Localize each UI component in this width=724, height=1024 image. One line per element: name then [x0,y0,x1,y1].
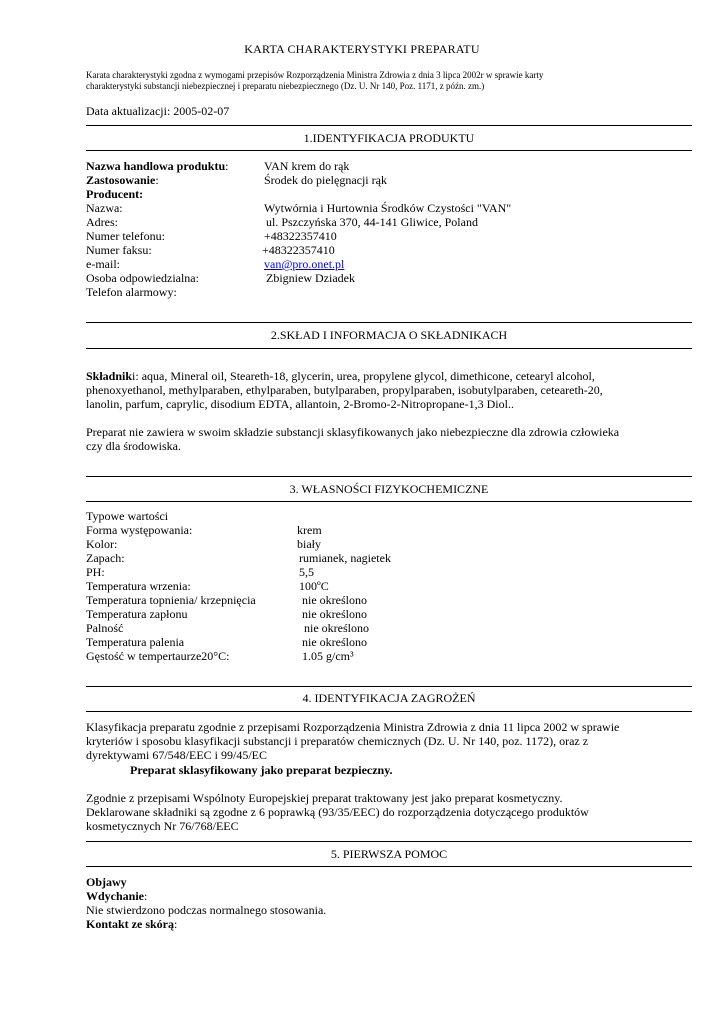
skin-contact-label: Kontakt ze skórą [86,917,174,931]
document-title: KARTA CHARAKTERYSTYKI PREPARATU [244,42,480,56]
classification-line-3: dyrektywami 67/548/EEC i 99/45/EC [86,748,267,762]
inhalation-text: Nie stwierdzono podczas normalnego stosowania. [86,903,327,917]
property-label: Gęstość w tempertaurze20°C: [86,649,230,663]
use-colon: : [155,173,159,187]
fax-value: +48322357410 [262,243,335,257]
section-5-heading: 5. PIERWSZA POMOC [330,847,448,861]
property-value: rumianek, nagietek [299,551,391,565]
property-value: 100ºC [299,579,329,593]
section-1-top-rule [86,125,692,126]
skin-contact-label-row [86,917,177,931]
email-link[interactable]: van@pro.onet.pl [264,257,345,271]
trade-name-label-row [86,159,229,173]
section-4-heading: 4. IDENTYFIKACJA ZAGROŻEŃ [302,691,476,705]
safe-classification: Preparat sklasyfikowany jako preparat bezpieczny. [130,763,393,777]
responsible-person-label: Osoba odpowiedzialna: [86,271,199,285]
inhalation-label: Wdychanie [86,889,145,903]
use-label: Zastosowanie [86,173,156,187]
alarm-phone-label: Telefon alarmowy: [86,285,177,299]
property-value: biały [297,537,321,551]
email-label: e-mail: [86,257,120,271]
property-value: 5,5 [299,565,314,579]
ingredients-line-2: phenoxyethanol, methylparaben, ethylparaben, butylparaben, propylparaben, isobutylparaben, ceteareth-20, [86,383,603,397]
address-value: ul. Pszczyńska 370, 44-141 Gliwice, Poland [266,215,478,229]
name-label: Nazwa: [86,201,123,215]
property-value: krem [297,523,322,537]
trade-name-colon: : [225,159,229,173]
property-label: Temperatura wrzenia: [86,579,191,593]
section-1-bottom-rule [86,150,692,151]
name-value: Wytwórnia i Hurtownia Środków Czystości "VAN" [264,201,512,215]
section-5-bottom-rule [86,866,692,867]
cosmetic-note-line-2: Deklarowane składniki są zgodne z 6 poprawką (93/35/EEC) do rozporządzenia dotyczącego produktów [86,805,589,819]
property-label: PH: [86,565,105,579]
property-label: Kolor: [86,537,118,551]
ingredients-line-1 [86,369,595,383]
legal-note-line-1: Karata charakterystyki zgodna z wymogami przepisów Rozporządzenia Ministra Zdrowia z dnia 3 lipca 2002r w sprawie karty [86,70,544,80]
section-2-heading: 2.SKŁAD I INFORMACJA O SKŁADNIKACH [270,328,508,342]
section-3-top-rule [86,476,692,477]
inhalation-colon: : [144,889,148,903]
property-value: nie określono [302,607,367,621]
property-label: Temperatura topnienia/ krzepnięcia [86,593,256,607]
classification-line-2: kryteriów i sposobu klasyfikacji substancji i preparatów chemicznych (Dz. U. Nr 140, poz. 1172), oraz z [86,734,589,748]
phone-value: +48322357410 [264,229,337,243]
phone-label: Numer telefonu: [86,229,165,243]
section-3-bottom-rule [86,501,692,502]
ingredients-line-3: lanolin, parfum, caprylic, disodium EDTA, allantoin, 2-Bromo-2-Nitropropane-1,3 Diol.. [86,397,514,411]
cosmetic-note-line-3: kosmetycznych Nr 76/768/EEC [86,819,239,833]
legal-note-line-2: charakterystyki substancji niebezpiecznej i preparatu niebezpiecznego (Dz. U. Nr 140, Poz. 1171, z późn. zm.) [86,81,485,91]
section-1-heading: 1.IDENTYFIKACJA PRODUKTU [303,131,475,145]
section-4-top-rule [86,686,692,687]
trade-name-label: Nazwa handlowa produktu [86,159,226,173]
property-value: 1.05 g/cm³ [302,649,354,663]
section-5-top-rule [86,841,692,842]
update-date: Data aktualizacji: 2005-02-07 [86,104,230,118]
property-label: Palność [86,621,124,635]
property-label: Temperatura zapłonu [86,607,188,621]
use-label-row [86,173,159,187]
trade-name-value: VAN krem do rąk [264,159,350,173]
cosmetic-note-line-1: Zgodnie z przepisami Wspólnoty Europejskiej preparat traktowany jest jako preparat kosmetyczny. [86,791,563,805]
property-value: nie określono [304,621,369,635]
typical-values-intro: Typowe wartości [86,509,169,523]
section-4-bottom-rule [86,711,692,712]
inhalation-label-row [86,889,147,903]
section-2-top-rule [86,322,692,323]
hazard-note-line-2: czy dla środowiska. [86,439,181,453]
responsible-person-value: Zbigniew Dziadek [266,271,355,285]
property-value: nie określono [302,635,367,649]
hazard-note-line-1: Preparat nie zawiera w swoim składzie substancji sklasyfikowanych jako niebezpieczne dla zdrowia człowieka [86,425,620,439]
classification-line-1: Klasyfikacja preparatu zgodnie z przepisami Rozporządzenia Ministra Zdrowia z dnia 11 lipca 2002 w sprawie [86,720,620,734]
skin-contact-colon: : [174,917,178,931]
property-label: Zapach: [86,551,125,565]
use-value: Środek do pielęgnacji rąk [264,173,387,187]
address-label: Adres: [86,215,118,229]
property-value: nie określono [302,593,367,607]
symptoms-heading: Objawy [86,875,127,889]
section-2-bottom-rule [86,348,692,349]
ingredients-text-1: i: aqua, Mineral oil, Steareth-18, glycerin, urea, propylene glycol, dimethicone, cetearyl alcohol, [132,369,595,383]
producer-label: Producent: [86,187,144,201]
property-label: Temperatura palenia [86,635,185,649]
section-3-heading: 3. WŁASNOŚCI FIZYKOCHEMICZNE [289,482,489,496]
fax-label: Numer faksu: [86,243,152,257]
property-label: Forma występowania: [86,523,193,537]
ingredients-label: Składnik [86,369,133,383]
